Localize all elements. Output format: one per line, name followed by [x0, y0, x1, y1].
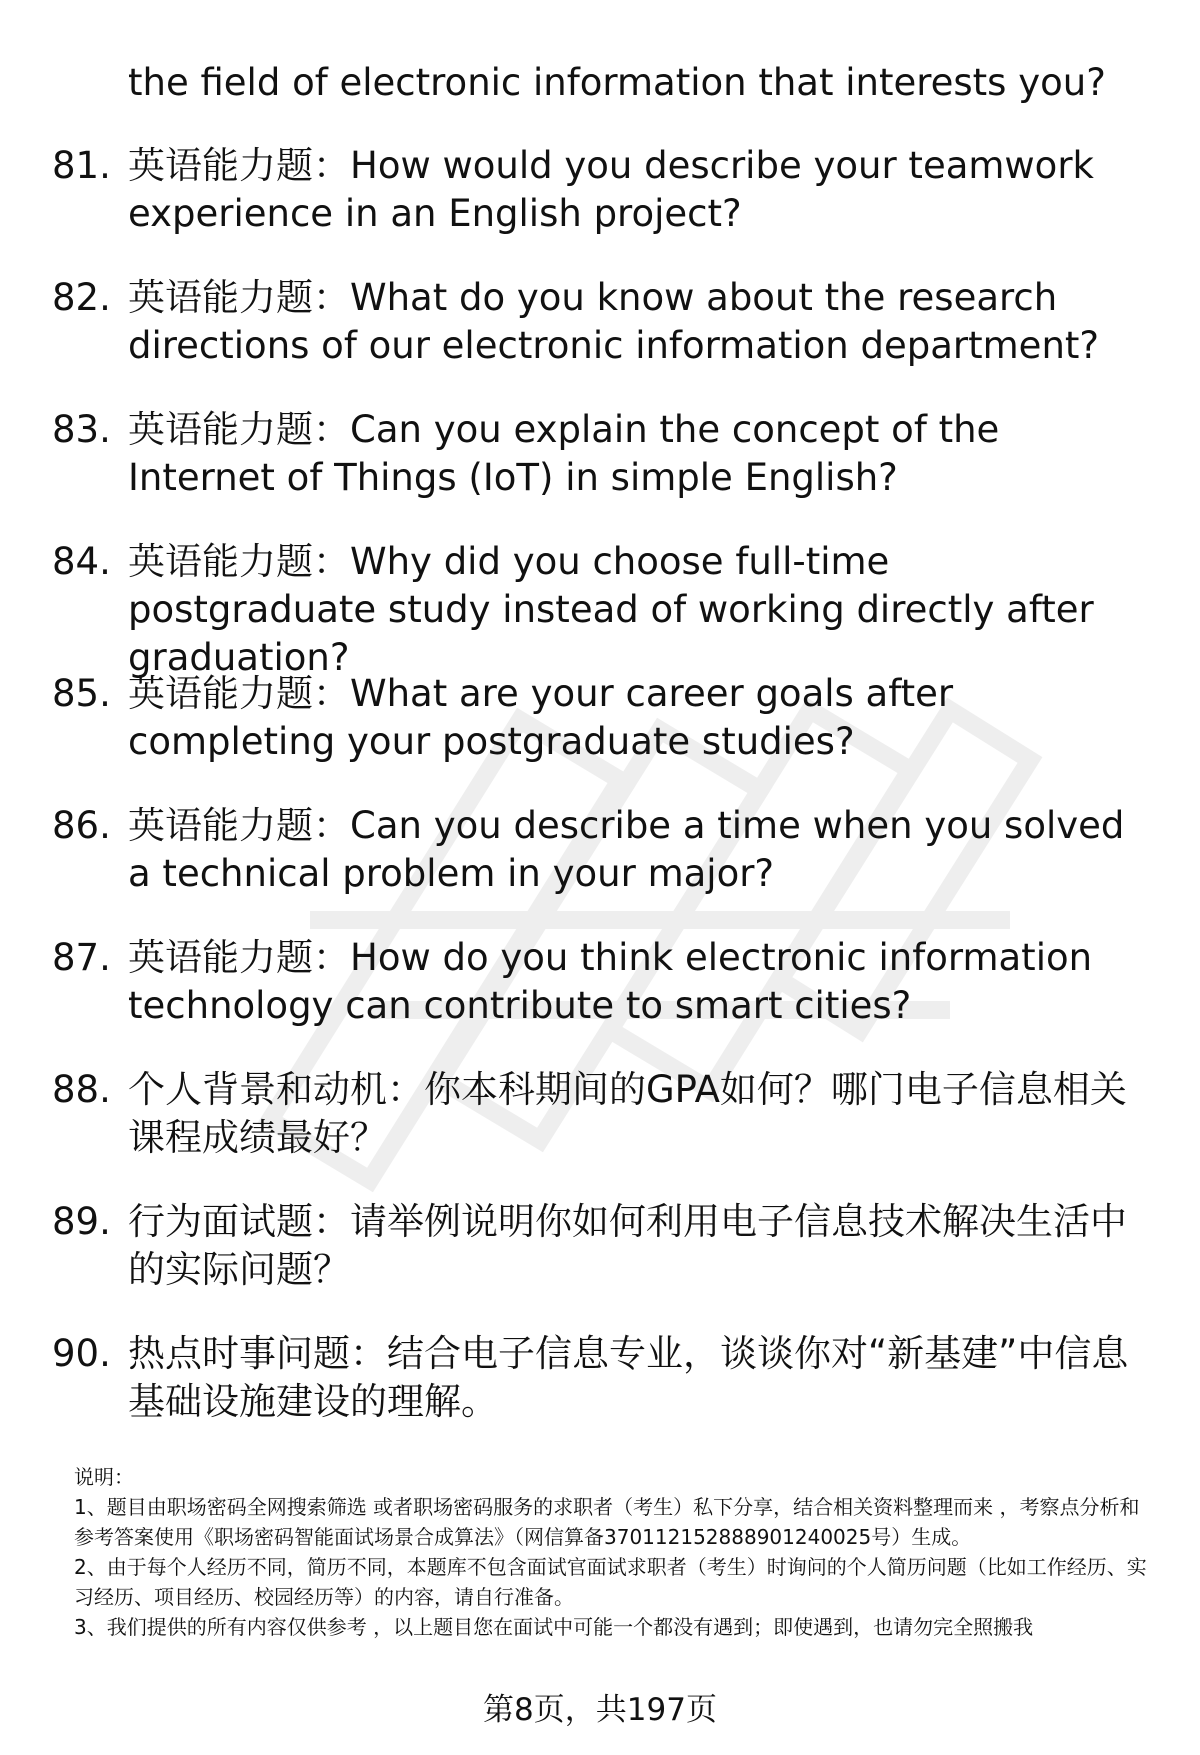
- question-text: 英语能力题：What do you know about the research directions of our electronic information department?: [128, 276, 1100, 367]
- question-item: [52, 1330, 1162, 1462]
- question-item: [52, 670, 1162, 802]
- question-continuation: the field of electronic information that interests you?: [128, 61, 1106, 104]
- question-text: 个人背景和动机：你本科期间的GPA如何？哪门电子信息相关课程成绩最好？: [128, 1068, 1127, 1159]
- question-item: [52, 934, 1162, 1066]
- question-number: 82.: [52, 276, 111, 319]
- question-text: 英语能力题：Can you describe a time when you solved a technical problem in your major?: [128, 804, 1125, 895]
- question-number: 88.: [52, 1068, 111, 1111]
- question-item: [52, 142, 1162, 274]
- question-number: 86.: [52, 804, 111, 847]
- note-item: 2、由于每个人经历不同，简历不同，本题库不包含面试官面试求职者（考生）时询问的个人简历问题（比如工作经历、实习经历、项目经历、校园经历等）的内容，请自行准备。: [74, 1555, 1147, 1609]
- question-text: 英语能力题：How do you think electronic information technology can contribute to smart cities?: [128, 936, 1093, 1027]
- note-item: 3、我们提供的所有内容仅供参考 ，以上题目您在面试中可能一个都没有遇到；即使遇到，也请勿完全照搬我: [74, 1615, 1034, 1639]
- question-item: [52, 406, 1162, 538]
- question-text: 英语能力题：What are your career goals after completing your postgraduate studies?: [128, 672, 954, 763]
- question-number: 87.: [52, 936, 111, 979]
- question-number: 83.: [52, 408, 111, 451]
- question-text: 英语能力题：Can you explain the concept of the Internet of Things (IoT) in simple English?: [128, 408, 1000, 499]
- question-text: 英语能力题：Why did you choose full-time postgraduate study instead of working directly after graduation?: [128, 540, 1094, 679]
- question-item: [52, 802, 1162, 934]
- notes-section: [74, 1462, 1154, 1642]
- question-text: 行为面试题：请举例说明你如何利用电子信息技术解决生活中的实际问题？: [128, 1200, 1127, 1291]
- question-number: 85.: [52, 672, 111, 715]
- question-item: [52, 1198, 1162, 1330]
- notes-title: 说明：: [74, 1465, 134, 1489]
- question-item: [52, 538, 1162, 679]
- question-number: 84.: [52, 540, 111, 583]
- question-number: 81.: [52, 144, 111, 187]
- question-text: 英语能力题：How would you describe your teamwork experience in an English project?: [128, 144, 1094, 235]
- question-number: 89.: [52, 1200, 111, 1243]
- note-item: 1、题目由职场密码全网搜索筛选 或者职场密码服务的求职者（考生）私下分享，结合相关资料整理而来 ，考察点分析和参考答案使用《职场密码智能面试场景合成算法》（网信算备370112152888901240025号）生成。: [74, 1495, 1140, 1549]
- page-number-footer: 第8页，共197页: [483, 1692, 717, 1728]
- question-item: [52, 1066, 1162, 1198]
- question-list: [52, 142, 1162, 1462]
- question-item: [52, 274, 1162, 406]
- question-text: 热点时事问题：结合电子信息专业，谈谈你对“新基建”中信息基础设施建设的理解。: [128, 1332, 1129, 1423]
- question-number: 90.: [52, 1332, 111, 1375]
